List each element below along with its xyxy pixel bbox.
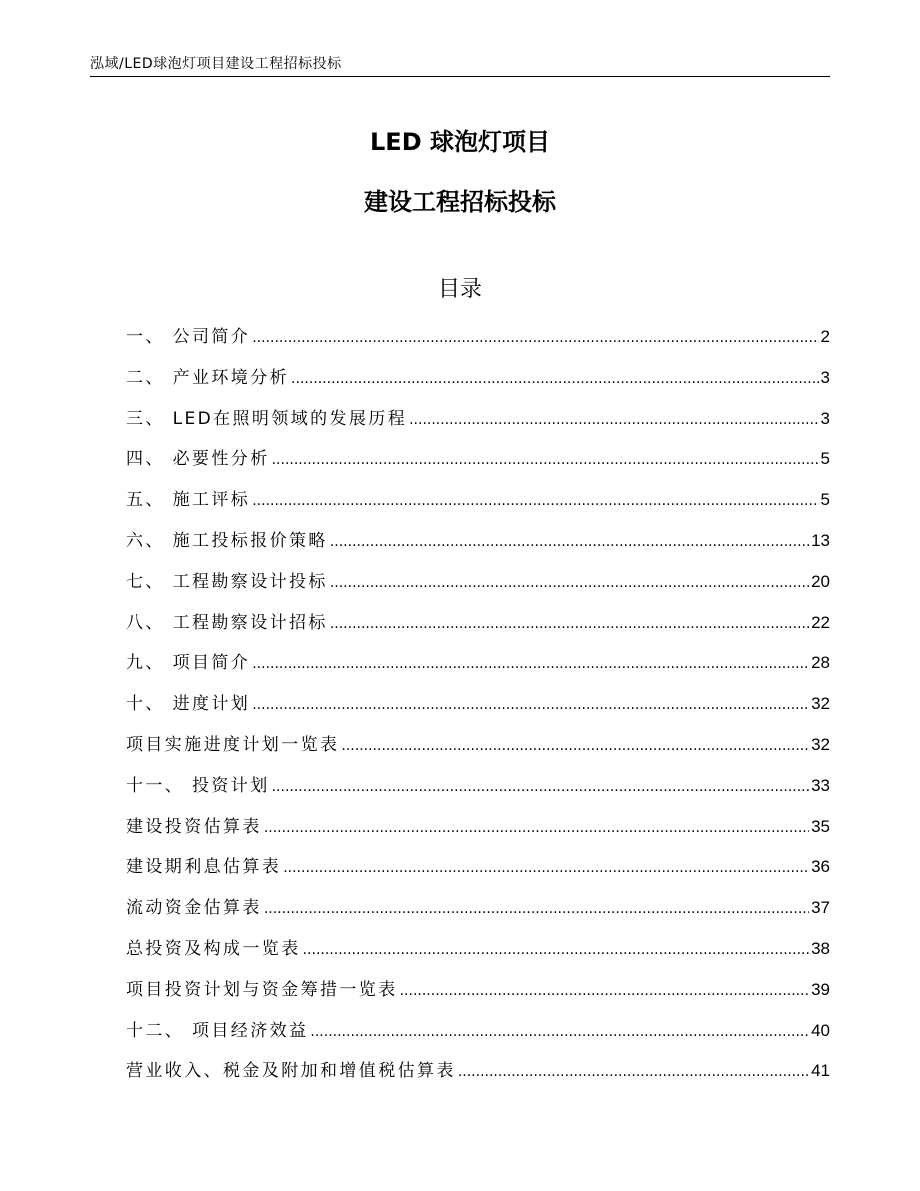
toc-entry-page: 3 — [820, 408, 830, 428]
toc-entry[interactable] — [126, 321, 830, 362]
toc-entry[interactable] — [126, 811, 830, 852]
toc-entry-page: 3 — [820, 367, 830, 387]
toc-leader-dots — [272, 444, 819, 476]
toc-entry-page: 41 — [811, 1061, 830, 1081]
toc-entry-label: 十、 进度计划 — [126, 694, 251, 715]
toc-entry[interactable] — [126, 362, 830, 403]
toc-entry-label: 建设期利息估算表 — [126, 857, 282, 878]
header-divider — [90, 76, 830, 77]
toc-entry-label: 四、 必要性分析 — [126, 449, 270, 470]
toc-entry[interactable] — [126, 1055, 830, 1096]
toc-leader-dots — [303, 934, 809, 966]
toc-entry-page: 35 — [811, 816, 830, 836]
toc-entry-label: 二、 产业环境分析 — [126, 367, 290, 388]
toc-entry[interactable] — [126, 647, 830, 688]
toc-entry[interactable] — [126, 892, 830, 933]
toc-entry-page: 37 — [811, 898, 830, 918]
toc-entry-page: 32 — [811, 694, 830, 714]
toc-leader-dots — [252, 322, 818, 354]
toc-entry[interactable] — [126, 729, 830, 770]
document-title-line2: 建设工程招标投标 — [364, 188, 556, 216]
toc-entry[interactable] — [126, 403, 830, 444]
toc-leader-dots — [341, 730, 809, 762]
toc-entry-page: 28 — [811, 653, 830, 673]
toc-leader-dots — [291, 363, 819, 395]
toc-entry[interactable] — [126, 851, 830, 892]
toc-entry-page: 2 — [820, 327, 830, 346]
toc-entry-page: 39 — [811, 979, 830, 999]
toc-entry-label: 九、 项目简介 — [126, 653, 251, 674]
toc-leader-dots — [409, 404, 818, 436]
toc-entry-label: 营业收入、税金及附加和增值税估算表 — [126, 1061, 456, 1082]
toc-entry-label: 项目投资计划与资金筹措一览表 — [126, 979, 398, 1000]
toc-entry-label: 一、 公司简介 — [126, 327, 251, 347]
toc-entry-label: 十二、 项目经济效益 — [126, 1020, 309, 1041]
toc-leader-dots — [310, 1016, 809, 1048]
toc-entry-label: 建设投资估算表 — [126, 816, 262, 837]
toc-heading: 目录 — [437, 277, 482, 302]
toc-entry[interactable] — [126, 607, 830, 648]
toc-leader-dots — [283, 852, 809, 884]
toc-entry-page: 33 — [811, 775, 830, 795]
toc-entry[interactable] — [126, 525, 830, 566]
toc-entry[interactable] — [126, 688, 830, 729]
toc-leader-dots — [252, 689, 809, 721]
toc-entry-page: 13 — [811, 530, 830, 550]
toc-entry[interactable] — [126, 443, 830, 484]
toc-entry-page: 36 — [811, 857, 830, 877]
toc-entry-label: 项目实施进度计划一览表 — [126, 734, 340, 755]
toc-leader-dots — [330, 526, 809, 558]
toc-entry-page: 5 — [820, 490, 830, 510]
toc-entry[interactable] — [126, 566, 830, 607]
toc-entry[interactable] — [126, 1015, 830, 1056]
document-title-line1: LED 球泡灯项目 — [370, 128, 550, 156]
toc-leader-dots — [330, 567, 809, 599]
toc-entry-label: 八、 工程勘察设计招标 — [126, 612, 328, 633]
toc-leader-dots — [458, 1056, 809, 1088]
toc-entry[interactable] — [126, 770, 830, 811]
toc-leader-dots — [252, 648, 809, 680]
toc-leader-dots — [330, 608, 809, 640]
toc-entry-label: 七、 工程勘察设计投标 — [126, 571, 328, 592]
toc-entry-label: 流动资金估算表 — [126, 898, 262, 919]
toc-entry[interactable] — [126, 974, 830, 1015]
toc-entry-label: 三、 LED在照明领域的发展历程 — [126, 408, 408, 429]
toc-entry-page: 40 — [811, 1020, 830, 1040]
toc-entry-label: 五、 施工评标 — [126, 490, 251, 511]
toc-entry[interactable] — [126, 933, 830, 974]
toc-entry-page: 20 — [811, 571, 830, 591]
toc-leader-dots — [272, 771, 809, 803]
toc-leader-dots — [400, 975, 809, 1007]
toc-entry-label: 六、 施工投标报价策略 — [126, 530, 328, 551]
toc-entry-label: 总投资及构成一览表 — [126, 938, 301, 959]
running-header: 泓域/LED球泡灯项目建设工程招标投标 — [90, 56, 342, 72]
toc-entry-page: 22 — [811, 612, 830, 632]
toc-leader-dots — [252, 485, 818, 517]
toc-entry-label: 十一、 投资计划 — [126, 775, 270, 796]
table-of-contents — [126, 321, 830, 1096]
toc-leader-dots — [264, 893, 809, 925]
toc-entry[interactable] — [126, 484, 830, 525]
toc-entry-page: 5 — [820, 449, 830, 469]
toc-entry-page: 38 — [811, 938, 830, 958]
toc-entry-page: 32 — [811, 734, 830, 754]
toc-leader-dots — [264, 812, 809, 844]
